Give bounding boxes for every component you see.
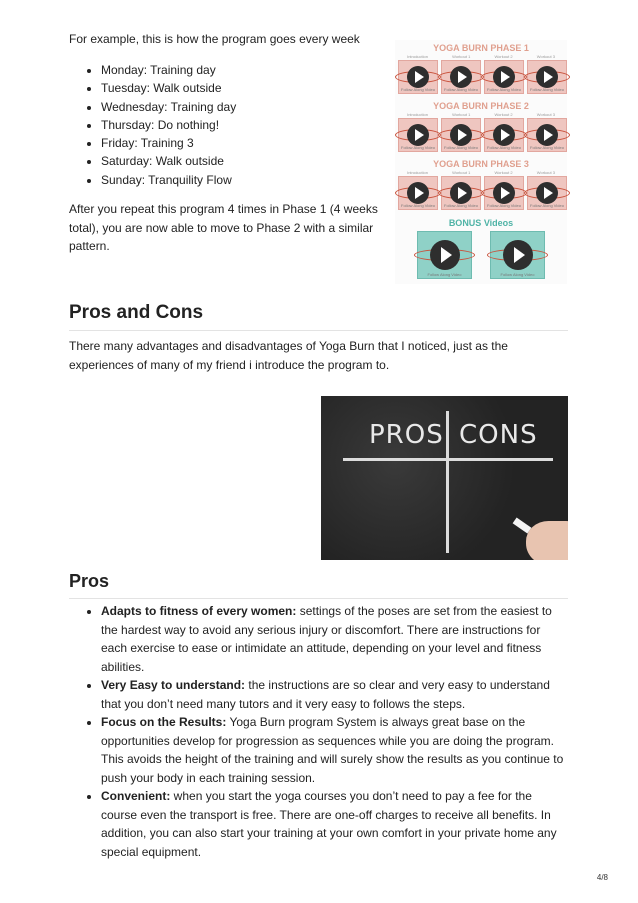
thumbnail-caption: Follow Along Video (530, 203, 564, 208)
list-item (101, 676, 569, 713)
weekly-schedule-list (69, 61, 391, 189)
list-item (101, 602, 569, 676)
video-thumbnail[interactable] (398, 118, 438, 152)
pros-list (69, 602, 569, 861)
video-thumbnail[interactable] (527, 176, 567, 210)
play-icon (503, 240, 533, 270)
pro-text: when you start the yoga courses you don’t need to pay a fee for the course even the transport is free. There are one-off charges to receive all benefits. In addition, you can also start your training at your own comfort in your private home any special equipment. (101, 789, 557, 859)
after-text: After you repeat this program 4 times in Phase 1 (4 weeks total), you are now able to move to Phase 2 with a similar pattern. (69, 202, 378, 253)
pros-and-cons-heading: Pros and Cons (69, 302, 568, 331)
list-item: • Monday: Training day (101, 61, 391, 79)
sublabel: Workout 3 (536, 112, 555, 117)
bonus-video-thumbnail[interactable] (490, 231, 545, 279)
board-pros-label: PROS (369, 420, 444, 450)
play-icon (493, 66, 515, 88)
sublabel: Workout 2 (494, 112, 513, 117)
video-thumbnail[interactable] (484, 118, 524, 152)
intro-text: For example, this is how the program goes every week (69, 32, 360, 46)
play-icon (407, 124, 429, 146)
video-thumbnail[interactable] (441, 118, 481, 152)
sublabel: Workout 3 (536, 54, 555, 59)
board-vertical-line (446, 411, 449, 553)
play-icon (450, 124, 472, 146)
pro-text: Yoga Burn program System is always great base on the opportunities develop for progression as sequences while you are doing the program. This avoids the height of the training and will surely show the results as you continue to push your body in each training session. (101, 715, 564, 785)
play-icon (450, 182, 472, 204)
thumbnail-caption: Follow Along Video (444, 203, 478, 208)
thumbnail-caption: Follow Along Video (500, 272, 535, 277)
video-thumbnail[interactable] (441, 176, 481, 210)
phase-1-title: YOGA BURN PHASE 1 (433, 43, 529, 53)
list-item (101, 713, 569, 787)
bonus-video-thumbnail[interactable] (417, 231, 472, 279)
list-item: • Thursday: Do nothing! (101, 116, 391, 134)
phase-3-title: YOGA BURN PHASE 3 (433, 159, 529, 169)
play-icon (407, 182, 429, 204)
play-icon (536, 182, 558, 204)
thumbnail-caption: Follow Along Video (530, 87, 564, 92)
sublabel: Introduction (407, 170, 428, 175)
phase-3-sublabels (395, 170, 567, 175)
thumbnail-caption: Follow Along Video (444, 145, 478, 150)
sublabel: Workout 2 (494, 170, 513, 175)
board-cons-label: CONS (459, 420, 538, 450)
hand-image (526, 521, 568, 560)
play-icon (430, 240, 460, 270)
phase-1-sublabels (395, 54, 567, 59)
thumbnail-caption: Follow Along Video (487, 203, 521, 208)
play-icon (493, 124, 515, 146)
list-item: • Sunday: Tranquility Flow (101, 171, 391, 189)
pro-title: Adapts to fitness of every women: (101, 604, 297, 618)
play-icon (536, 66, 558, 88)
pro-text: settings of the poses are set from the easiest to the hardest way to avoid any serious injury or discomfort. There are instructions for each exercise to ease or intimidate an attitude, depending on your level and fitness abilities. (101, 604, 552, 674)
pro-title: Very Easy to understand: (101, 678, 246, 692)
pros-cons-chalkboard-image (321, 396, 568, 560)
board-horizontal-line (343, 458, 553, 461)
video-thumbnail[interactable] (527, 60, 567, 94)
phase-2-sublabels (395, 112, 567, 117)
play-icon (450, 66, 472, 88)
thumbnail-caption: Follow Along Video (487, 87, 521, 92)
pro-title: Focus on the Results: (101, 715, 227, 729)
thumbnail-caption: Follow Along Video (401, 145, 435, 150)
video-thumbnail[interactable] (484, 60, 524, 94)
sublabel: Workout 1 (452, 170, 471, 175)
play-icon (493, 182, 515, 204)
sublabel: Introduction (407, 54, 428, 59)
list-item: • Tuesday: Walk outside (101, 79, 391, 97)
bonus-title: BONUS Videos (448, 218, 514, 228)
video-thumbnail[interactable] (398, 60, 438, 94)
sublabel: Workout 2 (494, 54, 513, 59)
play-icon (407, 66, 429, 88)
play-icon (536, 124, 558, 146)
thumbnail-caption: Follow Along Video (530, 145, 564, 150)
thumbnail-caption: Follow Along Video (444, 87, 478, 92)
pros-and-cons-description: There many advantages and disadvantages of Yoga Burn that I noticed, just as the experiences of many of my friend i introduce the program to. (69, 339, 508, 372)
video-thumbnail[interactable] (441, 60, 481, 94)
pros-heading: Pros (69, 571, 568, 599)
video-thumbnail[interactable] (527, 118, 567, 152)
sublabel: Workout 1 (452, 112, 471, 117)
pro-title: Convenient: (101, 789, 171, 803)
pro-text: the instructions are so clear and very easy to understand that you don’t need many tutors and it very easy to follows the steps. (101, 678, 550, 711)
list-item: • Saturday: Walk outside (101, 152, 391, 170)
list-item (101, 787, 569, 861)
thumbnail-caption: Follow Along Video (487, 145, 521, 150)
list-item: • Friday: Training 3 (101, 134, 391, 152)
phase-2-title: YOGA BURN PHASE 2 (433, 101, 529, 111)
sublabel: Introduction (407, 112, 428, 117)
page-number: 4/8 (596, 873, 608, 882)
sublabel: Workout 1 (452, 54, 471, 59)
thumbnail-caption: Follow Along Video (427, 272, 462, 277)
thumbnail-caption: Follow Along Video (401, 203, 435, 208)
sublabel: Workout 3 (536, 170, 555, 175)
video-thumbnail[interactable] (484, 176, 524, 210)
yoga-burn-phases-image (395, 40, 567, 284)
list-item: • Wednesday: Training day (101, 98, 391, 116)
thumbnail-caption: Follow Along Video (401, 87, 435, 92)
video-thumbnail[interactable] (398, 176, 438, 210)
